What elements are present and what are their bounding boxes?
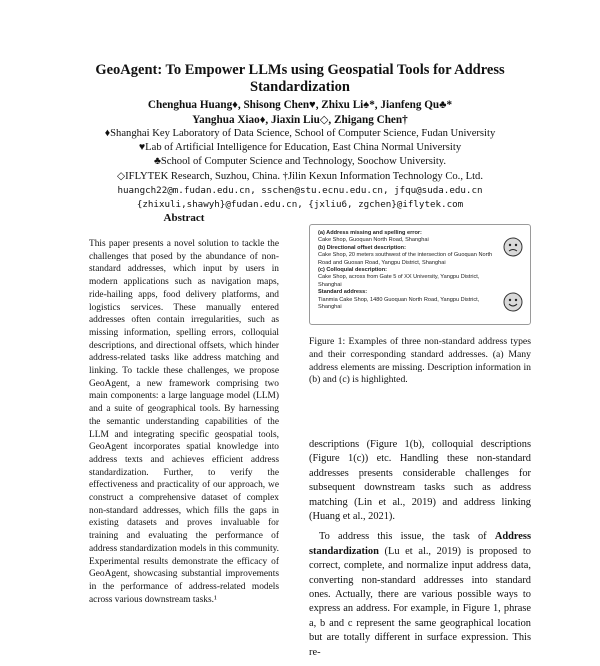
figure-1: [309, 224, 531, 325]
affiliation-3: ♣School of Computer Science and Technology, Soochow University.: [153, 156, 447, 168]
authors-line-1: Chenghua Huang♦, Shisong Chen♥, Zhixu Li♠*, Jianfeng Qu♣*: [147, 99, 453, 111]
term-address-standardization: Address standardization: [309, 531, 531, 557]
abstract-body: This paper presents a novel solution to tackle the challenges that posed by the abundance of non-standard addresses, which input by users in modern applications such as navigation maps, ride-hailing apps, food delivery platforms, and logistics services. These manually entered addresses often contain irregularities, such as missing information, spelling errors, colloquial descriptions, and directional offsets, which hinder address-related tasks like address matching and linking. To tackle these challenges, we propose GeoAgent, a new framework comprising two main components: a large language model (LLM) and a suite of geographical tools. By harnessing the semantic understanding capabilities of the LLM and integrating specific geospatial tools, GeoAgent incorporates spatial knowledge into address texts and achieves efficient address standardization. Further, to verify the effectiveness and practicality of our approach, we construct a comprehensive dataset of complex non-standard addresses, which fills the gaps in existing datasets and proves invaluable for training and evaluating the performance of address standardization models in this community. Experimental results demonstrate the efficacy of GeoAgent, showcasing substantial improvements in the performance of address-related models across various downstream tasks.¹: [89, 239, 279, 605]
paragraph-2: To address this issue, the task of Address standardization (Lu et al., 2019) is proposed to correct, complete, and normalize input address data, converting non-standard addresses into standard ones. Actually, there are various possible ways to express an address. For example, in Figure 1, phrase a, b and c represent the same geographical location but are totally different in surface expression. This re-: [309, 531, 531, 658]
affiliation-4: ◇IFLYTEK Research, Suzhou, China. †Jilin Kexun Information Technology Co., Ltd.: [117, 170, 483, 182]
figure-text: [318, 230, 496, 311]
fig-std-label: Standard address:: [318, 289, 368, 296]
abstract-heading: Abstract: [163, 212, 205, 224]
affiliation-1: ♦Shanghai Key Laboratory of Data Science, School of Computer Science, Fudan University: [104, 128, 496, 139]
affiliation-2: ♥Lab of Artificial Intelligence for Education, East China Normal University: [138, 142, 462, 154]
affiliations: [40, 127, 560, 184]
figure-1-caption: Figure 1: Examples of three non-standard address types and their corresponding standard addresses. (a) Many address elements are missing. Description information in (b) and (c) is highlighted.: [309, 336, 531, 386]
fig-a-label: (a) Address missing and spelling error:: [318, 230, 422, 236]
authors-line-2: Yanghua Xiao♦, Jiaxin Liu◇, Zhigang Chen†: [192, 114, 408, 126]
happy-face-icon: [503, 292, 523, 312]
fig-b-text: Cake Shop, 20 meters southwest of the intersection of Guoquan North Road and Guosan Road, Yangpu District, Shanghai: [318, 252, 493, 266]
fig-b-label: (b) Directional offset description:: [318, 244, 406, 251]
email-list: [40, 184, 560, 212]
fig-c-label: (c) Colloquial description:: [318, 267, 387, 274]
emails-line-1: huangch22@m.fudan.edu.cn, sschen@stu.ecnu.edu.cn, jfqu@suda.edu.cn: [117, 185, 483, 196]
body-right-column: [309, 438, 531, 666]
fig-a-text: Cake Shop, Guoquan North Road, Shanghai: [318, 237, 429, 244]
fig-c-text: Cake Shop, across from Gate 5 of XX University, Yangpu District, Shanghai: [318, 274, 480, 288]
paper-title: GeoAgent: To Empower LLMs using Geospatial Tools for Address Standardization: [95, 62, 505, 95]
fig-std-text: Tianmia Cake Shop, 1480 Guoquan North Road, Yangpu District, Shanghai: [318, 296, 480, 311]
confused-face-icon: [503, 237, 523, 257]
author-list: [60, 98, 540, 128]
paragraph-1: descriptions (Figure 1(b), colloquial descriptions (Figure 1(c)) etc. Handling these non-standard addresses presents considerable challenges for subsequent downstream tasks such as address matching (Lin et al., 2019) and address linking (Huang et al., 2021).: [309, 439, 531, 523]
emails-line-2: {zhixuli,shawyh}@fudan.edu.cn, {jxliu6, zgchen}@iflytek.com: [136, 199, 464, 210]
